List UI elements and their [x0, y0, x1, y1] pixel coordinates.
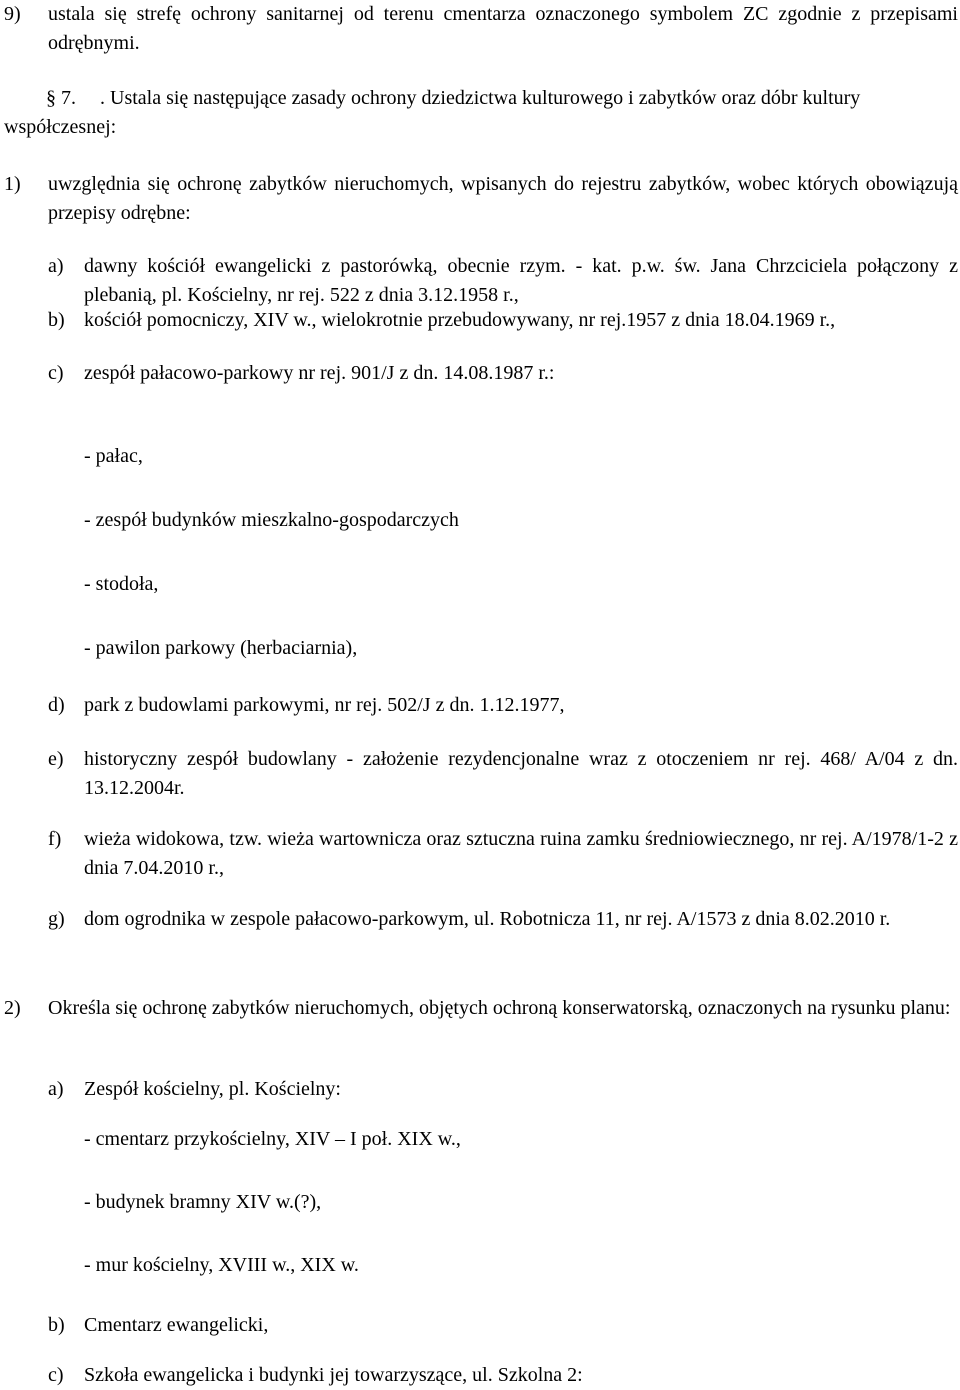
dash-item: - cmentarz przykościelny, XIV – I poł. XIX w., [84, 1128, 461, 1150]
subitem-text: Cmentarz ewangelicki, [84, 1314, 269, 1336]
section-7-intro: . Ustala się następujące zasady ochrony dziedzictwa kulturowego i zabytków oraz dóbr kultury współczesnej: [4, 87, 861, 138]
subitem-text: dawny kościół ewangelicki z pastorówką, obecnie rzym. - kat. p.w. św. Jana Chrzciciela połączony z plebanią, pl. Kościelny, nr rej. 522 z dnia 3.12.1958 r., [84, 255, 958, 306]
subitem-text: zespół pałacowo-parkowy nr rej. 901/J z dn. 14.08.1987 r.: [84, 362, 555, 384]
subitem-letter: b) [48, 1314, 65, 1336]
item-number: 2) [4, 997, 21, 1019]
subitem-letter: a) [48, 255, 64, 277]
dash-item: - zespół budynków mieszkalno-gospodarczych [84, 509, 459, 531]
dash-item: - stodoła, [84, 573, 159, 595]
dash-item: - pawilon parkowy (herbaciarnia), [84, 637, 358, 659]
subitem-letter: f) [48, 828, 62, 850]
subitem-text: Szkoła ewangelicka i budynki jej towarzyszące, ul. Szkolna 2: [84, 1364, 583, 1386]
paragraph-2: Określa się ochronę zabytków nieruchomych, objętych ochroną konserwatorską, oznaczonych na rysunku planu: [48, 997, 951, 1019]
subitem-text: park z budowlami parkowymi, nr rej. 502/J z dn. 1.12.1977, [84, 694, 565, 716]
subitem-letter: d) [48, 694, 65, 716]
subitem-letter: e) [48, 748, 64, 770]
dash-item: - pałac, [84, 445, 143, 467]
item-number: 9) [4, 3, 21, 25]
section-number: § 7. [46, 87, 76, 109]
subitem-text: kościół pomocniczy, XIV w., wielokrotnie przebudowywany, nr rej.1957 z dnia 18.04.1969 r., [84, 309, 836, 331]
subitem-letter: c) [48, 362, 64, 384]
subitem-letter: a) [48, 1078, 64, 1100]
dash-item: - budynek bramny XIV w.(?), [84, 1191, 322, 1213]
paragraph-9: ustala się strefę ochrony sanitarnej od terenu cmentarza oznaczonego symbolem ZC zgodnie z przepisami odrębnymi. [48, 3, 958, 54]
subitem-text: wieża widokowa, tzw. wieża wartownicza oraz sztuczna ruina zamku średniowiecznego, nr rej. A/1978/1-2 z dnia 7.04.2010 r., [84, 828, 958, 879]
subitem-letter: g) [48, 908, 65, 930]
paragraph-1: uwzględnia się ochronę zabytków nieruchomych, wpisanych do rejestru zabytków, wobec których obowiązują przepisy odrębne: [48, 173, 958, 224]
dash-item: - mur kościelny, XVIII w., XIX w. [84, 1254, 359, 1276]
subitem-text: historyczny zespół budowlany - założenie rezydencjonalne wraz z otoczeniem nr rej. 468/ A/04 z dn. 13.12.2004r. [84, 748, 958, 799]
subitem-letter: c) [48, 1364, 64, 1386]
subitem-text: dom ogrodnika w zespole pałacowo-parkowym, ul. Robotnicza 11, nr rej. A/1573 z dnia 8.02.2010 r. [84, 908, 891, 930]
item-number: 1) [4, 173, 21, 195]
subitem-text: Zespół kościelny, pl. Kościelny: [84, 1078, 341, 1100]
subitem-letter: b) [48, 309, 65, 331]
